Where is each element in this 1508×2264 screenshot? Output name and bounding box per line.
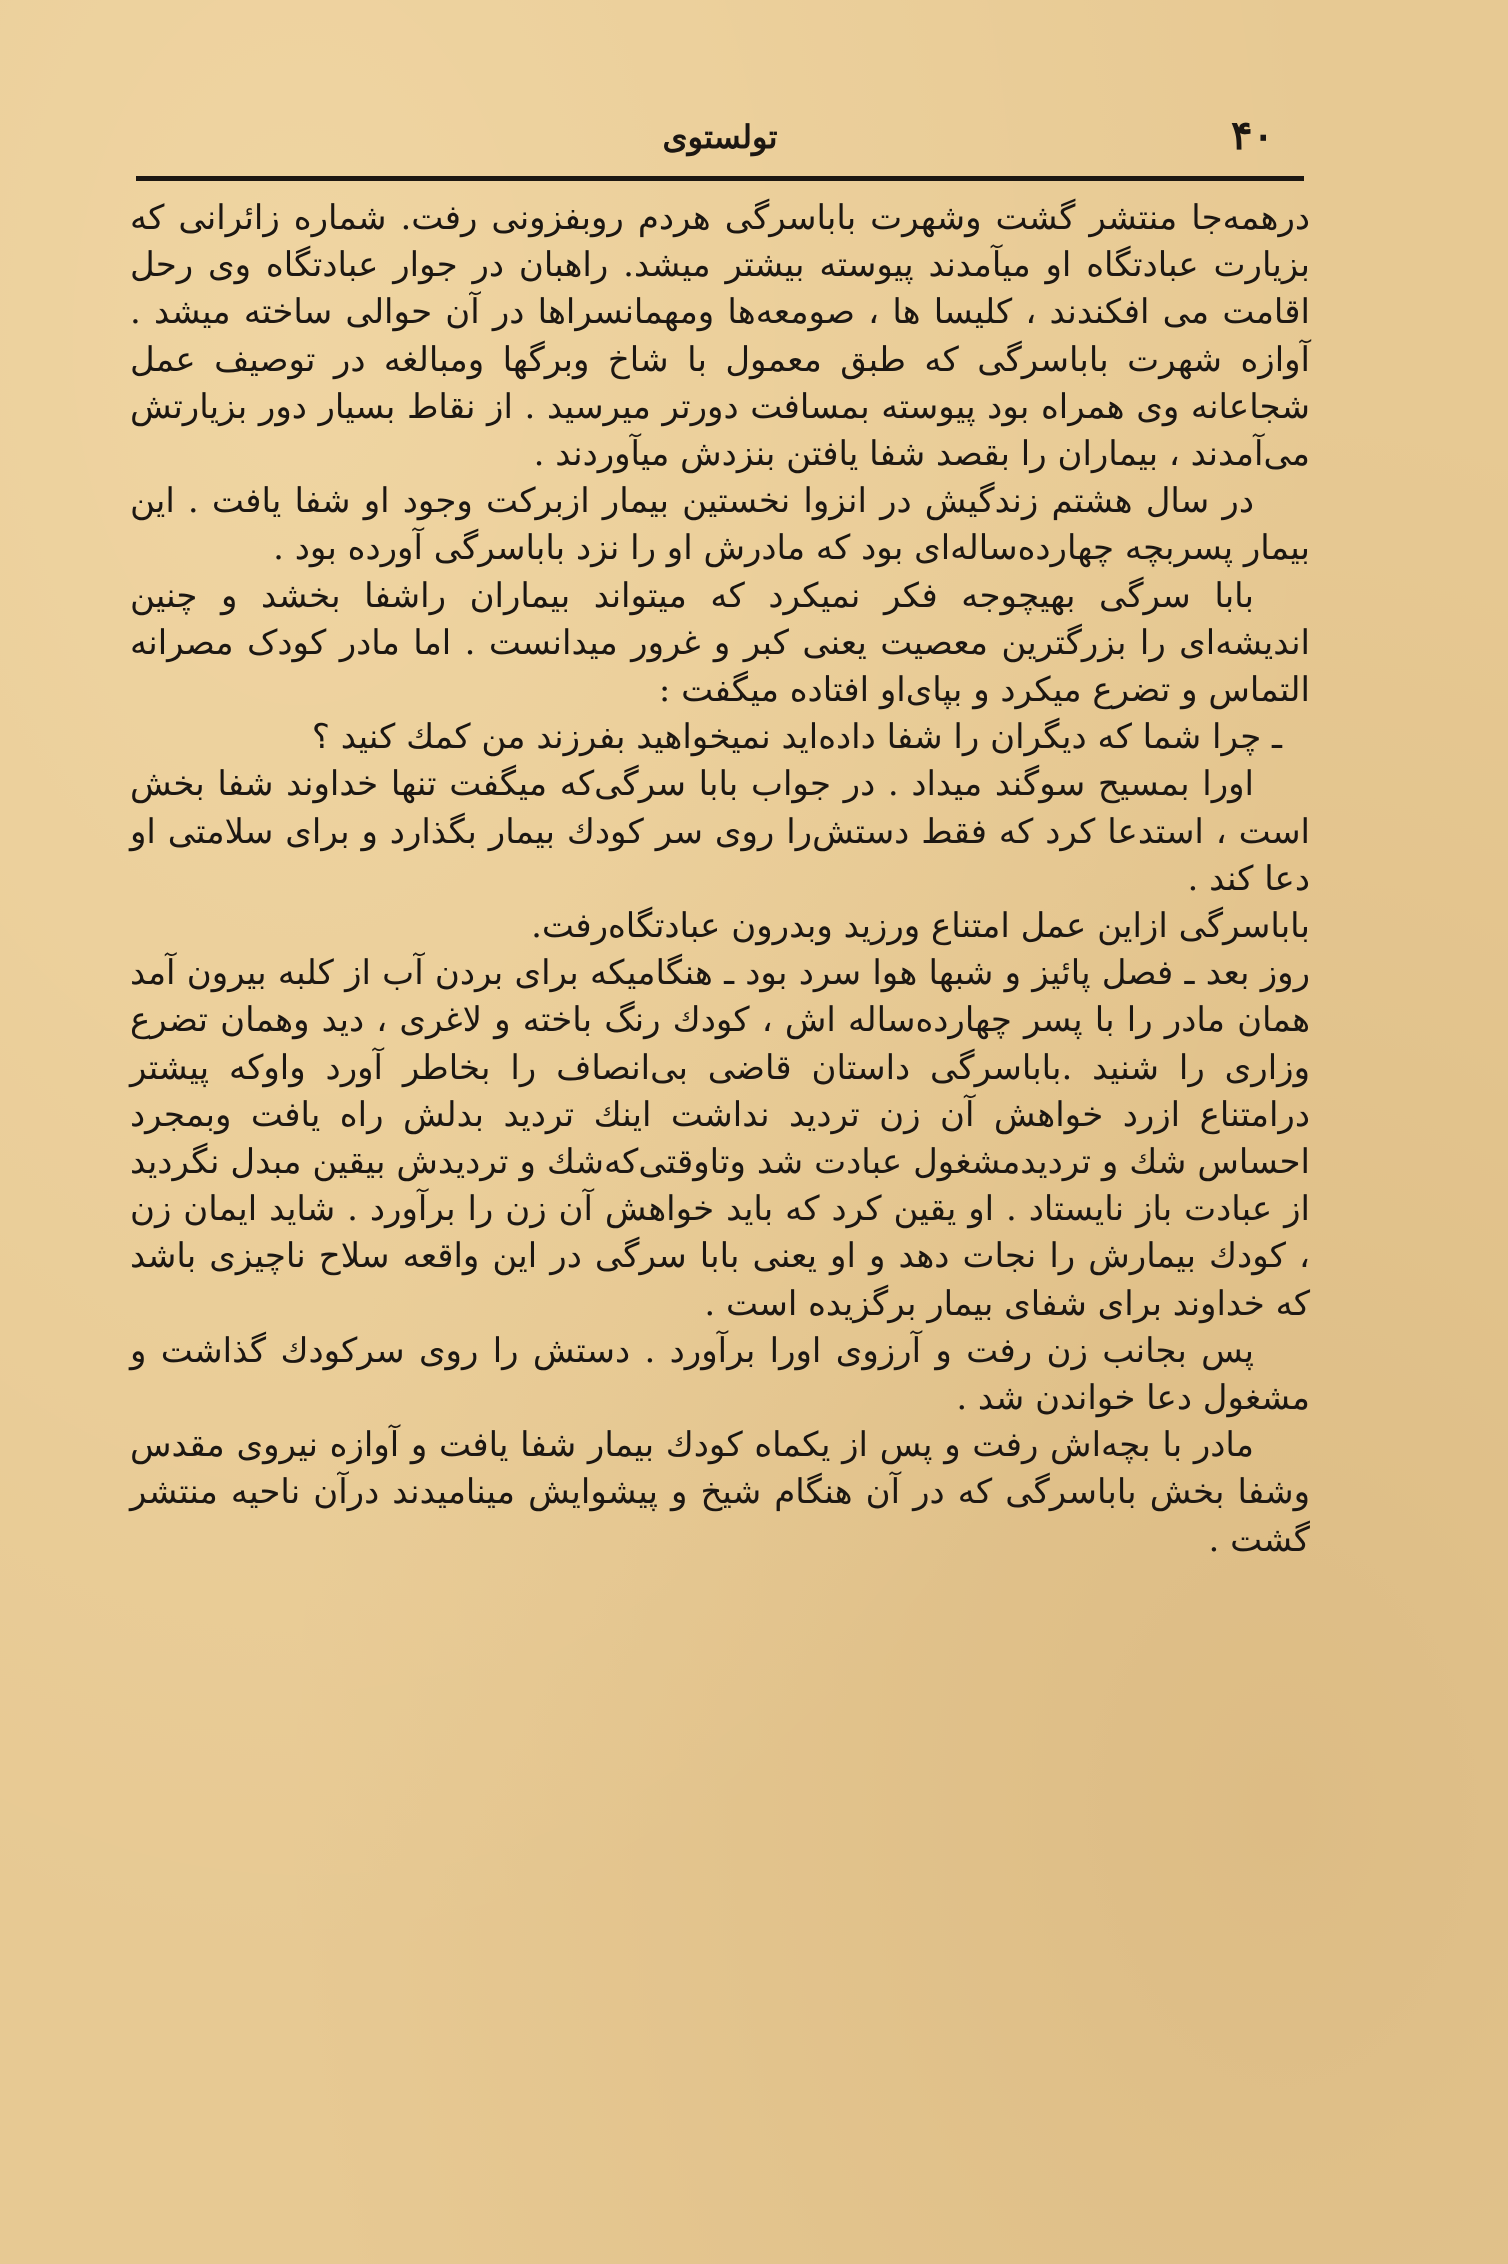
page-header (130, 110, 1310, 176)
running-title: تولستوی (662, 118, 778, 156)
page-number: ۴۰ (1231, 112, 1274, 159)
paragraph-1: درهمه‌جا منتشر گشت وشهرت باباسرگی هردم روبفزونی رفت. شماره زائرانی که بزیارت عبادتگاه او میآمدند پیوسته بیشتر میشد. راهبان در جوار عبادتگاه وی رحل اقامت می افکندند ، کلیسا ها ، صومعه‌ها ومهمانسراها در آن حوالی ساخته میشد . آوازه شهرت باباسرگی که طبق معمول با شاخ وبرگها ومبالغه در توصیف عمل شجاعانه وی همراه بود پیوسته بمسافت دورتر میرسید . از نقاط بسیار دور بزیارتش می‌آمدند ، بیماران را بقصد شفا یافتن بنزدش میآوردند . (130, 198, 1311, 475)
paragraph-6: باباسرگی ازاین عمل امتناع ورزید وبدرون عبادتگاه‌رفت. (531, 906, 1310, 947)
header-rule (136, 176, 1304, 181)
body-text (130, 195, 1310, 1564)
paragraph-7: روز بعد ـ فصل پائیز و شبها هوا سرد بود ـ هنگامیکه برای بردن آب از کلبه بیرون آمد همان مادر را با پسر چهارده‌ساله اش ، کودك رنگ باخته و لاغری ، دید وهمان تضرع وزاری را شنید .باباسرگی داستان قاضی بی‌انصاف را بخاطر آورد واوکه پیشتر درامتناع ازرد خواهش آن زن تردید نداشت اینك تردید بدلش راه یافت وبمجرد احساس شك و تردیدمشغول عبادت شد وتاوقتی‌که‌شك و تردیدش بیقین مبدل نگردید از عبادت باز نایستاد . او یقین کرد که باید خواهش آن زن را برآورد . شاید ایمان زن ، کودك بیمارش را نجات دهد و او یعنی بابا سرگی در این واقعه سلاح ناچیزی باشد که خداوند برای شفای بیمار برگزیده است . (130, 953, 1311, 1324)
paragraph-8: پس بجانب زن رفت و آرزوی اورا برآورد . دستش را روی سرکودك گذاشت و مشغول دعا خواندن شد . (130, 1330, 1310, 1419)
paragraph-3: بابا سرگی بهیچوجه فکر نمیکرد که میتواند بیماران راشفا بخشد و چنین اندیشه‌ای را بزرگترین معصیت یعنی کبر و غرور میدانست . اما مادر کودک مصرانه التماس و تضرع میکرد و بپای‌او افتاده میگفت : (130, 575, 1310, 711)
paragraph-9: مادر با بچه‌اش رفت و پس از یکماه کودك بیمار شفا یافت و آوازه نیروی مقدس وشفا بخش باباسرگی که در آن هنگام شیخ و پیشوایش مینامیدند درآن ناحیه منتشر گشت . (130, 1425, 1310, 1560)
paragraph-5: اورا بمسیح سوگند میداد . در جواب بابا سرگی‌که میگفت تنها خداوند شفا بخش است ، استدعا کرد که فقط دستش‌را روی سر کودك بیمار بگذارد و برای سلامتی او دعا کند . (130, 764, 1310, 899)
paragraph-2: در سال هشتم زندگیش در انزوا نخستین بیمار ازبرکت وجود او شفا یافت . این بیمار پسربچه چهارده‌ساله‌ای بود که مادرش او را نزد باباسرگی آورده بود . (130, 481, 1310, 569)
book-page (130, 110, 1310, 2210)
paragraph-4-dialogue: ـ چرا شما که دیگران را شفا داده‌اید نمیخواهید بفرزند من کمك کنید ؟ (311, 717, 1282, 758)
